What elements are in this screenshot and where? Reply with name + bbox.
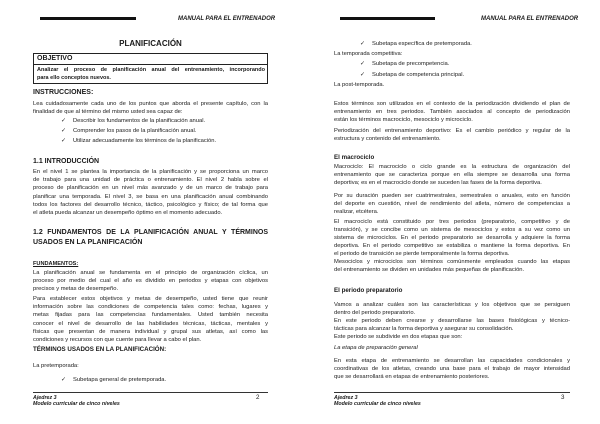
text-line: Estos términos son utilizados en el contexto de la periodización dividiendo el plan de	[334, 101, 570, 107]
text-line: entrenamiento que se caracteriza porque en ella siempre se desarrolla una forma	[334, 172, 570, 178]
text-line: Para establecer estos objetivos y metas de desempeño, usted tiene que reunir	[33, 296, 268, 302]
bullet-item	[61, 376, 166, 384]
bullet-text: Subetapa general de pretemporada.	[73, 377, 167, 383]
heading-line: 1.2 FUNDAMENTOS DE LA PLANIFICACIÓN ANUAL Y TÉRMINOS	[33, 229, 268, 236]
text-line: proceso de planificación en un nivel más avanzado y de un marco de trabajo para	[33, 185, 268, 192]
text-line: estructura y contenido del entrenamiento.	[334, 136, 441, 142]
text-line: metas fijadas para las competencias fundamentales. Usted también necesita	[33, 312, 268, 319]
text-line: En este periodo deben crearse y desarrollarse las bases fisiológicas y técnico-	[334, 318, 570, 324]
footer-rule	[33, 392, 268, 393]
right-page	[300, 0, 600, 424]
text-line: El macrociclo está constituido por tres periodos (preparatorio, competitivo y de	[334, 218, 570, 225]
check-mark-icon	[61, 376, 73, 384]
preparatory-period-heading: El periodo preparatorio	[334, 287, 403, 294]
introduction-paragraph	[33, 168, 268, 217]
text-line: realizar, etcétera.	[334, 209, 379, 215]
fundamentals-heading: FUNDAMENTOS:	[33, 261, 79, 267]
footer-subtitle: Modelo curricular de cinco niveles	[334, 401, 421, 407]
text-line: proceso por medio del cual el año es dividido en periodos y etapas con objetivos	[33, 278, 268, 285]
text-line: el atleta pueda alcanzar un desempeño óptimo en el momento adecuado.	[33, 209, 223, 216]
running-header: MANUAL PARA EL ENTRENADOR	[178, 15, 276, 22]
text-line: precisos y metas de desempeño.	[33, 286, 119, 293]
heading-line: USADOS EN LA PLANIFICACIÓN	[33, 239, 143, 246]
general-preparation-subheading: La etapa de preparación general	[334, 345, 418, 351]
macrocycle-paragraph	[334, 163, 570, 187]
text-line: Vamos a analizar cuáles son las características y los objetivos que se persiguen	[334, 302, 570, 308]
text-line: de trabajo para una unidad de práctica o entrenamiento. El nivel 2 habla sobre el	[33, 177, 268, 184]
text-line: transición), y se concibe como un sistema de mesociclos y estos a su vez como un	[334, 226, 570, 233]
text-line: sistema de microciclos. En el periodo preparatorio se desarrolla y adquiere la forma	[334, 234, 570, 241]
text-line: entrenamiento en tres periodos. También asociados al concepto de periodización	[334, 109, 570, 115]
periodization-paragraph	[334, 127, 570, 143]
check-mark-icon	[61, 117, 73, 125]
text-line: deportiva; es en el macrociclo donde se suceden las fases de la forma deportiva.	[334, 180, 542, 186]
bullet-item	[61, 117, 205, 125]
text-line: dentro del periodo preparatorio.	[334, 310, 416, 316]
text-line: Por su duración pueden ser cuatrimestrales, semestrales o anuales, esto en función	[334, 193, 570, 199]
check-mark-icon	[360, 40, 372, 48]
text-line: finalidad de que al término del mismo usted sea capaz de:	[33, 109, 183, 116]
bullet-text: Comprender los pasos de la planificación anual.	[73, 128, 197, 134]
check-mark-icon	[360, 71, 372, 79]
macrocycle-paragraph	[334, 258, 570, 274]
bullet-text: Describir los fundamentos de la planificación anual.	[73, 118, 206, 124]
objective-text	[34, 65, 267, 83]
text-line: En el nivel 1 se plantea la importancia de la planificación y se proporciona un marco	[33, 169, 268, 175]
footer-rule	[334, 392, 570, 393]
text-line: planificar una temporada. El nivel 3, se basa en una planificación anual combinando	[33, 193, 268, 200]
text-line: Macrociclo: El macrociclo o ciclo grande es la estructura de organización del	[334, 164, 570, 170]
fundamentals-paragraph	[33, 269, 268, 294]
text-line: Lea cuidadosamente cada uno de los puntos que aborda el presente capítulo, con la	[33, 101, 268, 107]
section-heading-introduccion: 1.1 INTRODUCCIÓN	[33, 158, 100, 165]
text-line: Este periodo se subdivide en dos etapas que son:	[334, 334, 463, 340]
text-line: Mesociclos y microciclos son términos comúnmente empleados cuando las etapas	[334, 259, 570, 265]
page-number: 2	[256, 394, 260, 401]
page-number: 3	[561, 394, 565, 401]
bullet-text: Subetapa de competencia principal.	[372, 72, 465, 78]
text-line: La planificación anual se fundamenta en el principio de organización cíclica, un	[33, 270, 268, 276]
bullet-item	[360, 60, 449, 68]
preseason-label: La pretemporada:	[33, 363, 79, 369]
postseason-label: La post-temporada.	[334, 82, 385, 88]
text-line: deportiva. En el periodo competitivo se estabiliza o mantiene la forma deportiva. En	[334, 242, 570, 249]
bullet-item	[360, 40, 472, 48]
page-title: PLANIFICACIÓN	[119, 39, 182, 48]
footer-subtitle: Modelo curricular de cinco niveles	[33, 401, 120, 407]
check-mark-icon	[360, 60, 372, 68]
text-line: físicas que presentan de manera individual y grupal sus atletas, así como las	[33, 328, 268, 335]
objective-heading: OBJETIVO	[34, 54, 267, 65]
text-line: están los términos macrociclo, mesociclo y microciclo.	[334, 117, 473, 123]
text-line: En esta etapa de entrenamiento se desarrollan las capacidades condicionales y	[334, 358, 570, 364]
macrocycle-heading: El macrociclo	[334, 154, 375, 161]
bullet-text: Subetapa de precompetencia.	[372, 61, 450, 67]
text-line: del deporte en cuestión, nivel de rendimiento del atleta, número de competencias a	[334, 201, 570, 207]
instructions-paragraph	[33, 100, 268, 116]
instructions-heading: INSTRUCCIONES:	[33, 89, 94, 96]
objective-box	[33, 53, 268, 84]
text-line: coordinativas de los atletas, creando una base para el trabajo de mayor intensidad	[334, 366, 570, 372]
fundamentals-paragraph	[33, 295, 268, 344]
footer-title: Ajedrez 3	[334, 395, 358, 401]
text-line: Periodización del entrenamiento deportivo: Es el cambio periódico y regular de la	[334, 128, 570, 134]
text-line: tácticas para alcanzar la forma deportiva y asegurar su consolidación.	[334, 326, 514, 332]
text-line: condiciones y recursos con que cuente para llevar a cabo el plan.	[33, 336, 202, 343]
macrocycle-paragraph	[334, 218, 570, 258]
header-rule	[340, 17, 435, 20]
terms-paragraph	[334, 100, 570, 124]
terms-heading: TÉRMINOS USADOS EN LA PLANIFICACIÓN:	[33, 346, 167, 353]
bullet-item	[61, 137, 216, 145]
macrocycle-paragraph	[334, 192, 570, 216]
text-line: información sobre las condiciones de competencia tales como: fechas, lugares y	[33, 304, 268, 311]
text-line: el periodo de transición se pierde temporalmente la forma deportiva.	[334, 250, 510, 257]
text-line: todos los factores del desarrollo técnico, táctico, psicológico y físico; de tal forma que	[33, 201, 268, 208]
footer-title: Ajedrez 3	[33, 395, 57, 401]
bullet-item	[61, 127, 196, 135]
general-preparation-paragraph	[334, 357, 570, 381]
header-rule	[40, 17, 136, 20]
text-line: que se desarrollará en etapas de entrenamiento posteriores.	[334, 374, 490, 380]
bullet-item	[360, 71, 464, 79]
bullet-text: Subetapa específica de pretemporada.	[372, 41, 472, 47]
section-heading-fundamentos	[33, 228, 268, 248]
text-line: conocer el nivel de desarrollo de las habilidades técnicas, tácticas, mentales y	[33, 320, 268, 327]
check-mark-icon	[61, 127, 73, 135]
check-mark-icon	[61, 137, 73, 145]
preparatory-period-paragraph	[334, 301, 570, 341]
running-header: MANUAL PARA EL ENTRENADOR	[481, 15, 579, 22]
competitive-season-label: La temporada competitiva:	[334, 51, 403, 57]
text-line: para ello conceptos nuevos.	[37, 75, 111, 81]
bullet-text: Utilizar adecuadamente los términos de la planificación.	[73, 138, 217, 144]
text-line: Analizar el proceso de planificación anual del entrenamiento, incorporando	[37, 67, 265, 73]
text-line: del entrenamiento se dividen en unidades más pequeñas de planificación.	[334, 267, 525, 273]
